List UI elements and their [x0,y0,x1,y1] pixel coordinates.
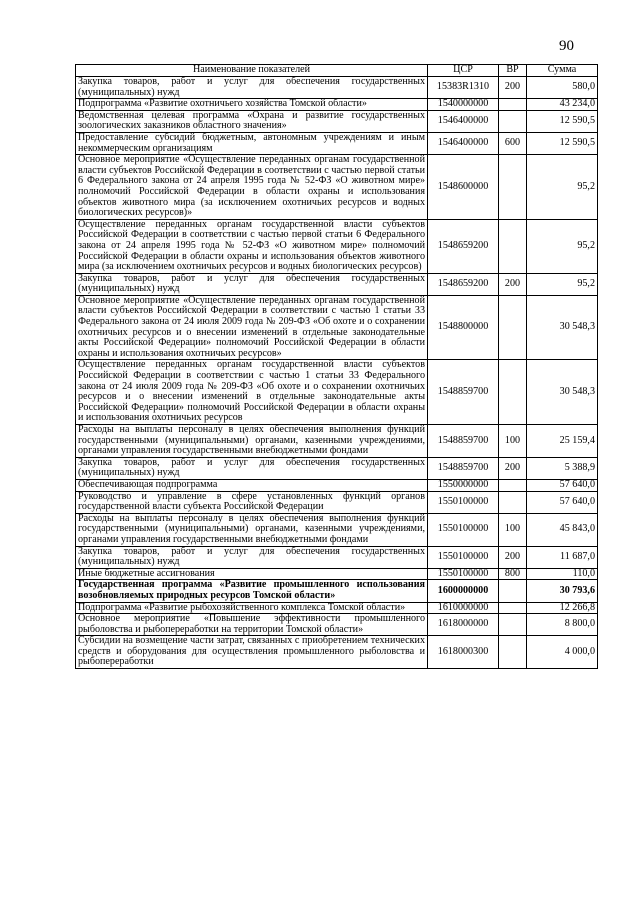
row-csr-cell: 1546400000 [428,132,499,154]
table-row [76,155,598,220]
row-csr-cell: 1550100000 [428,513,499,546]
row-name-cell: Государственная программа «Развитие промышленного использования возобновляемых природных ресурсов Томской области» [76,580,428,602]
header-vr: ВР [499,65,527,77]
row-vr-cell [499,360,527,425]
row-vr-cell [499,295,527,360]
row-sum-cell: 57 640,0 [527,479,598,491]
row-name-cell: Предоставление субсидий бюджетным, автономным учреждениям и иным некоммерческим организациям [76,132,428,154]
row-name-cell: Расходы на выплаты персоналу в целях обеспечения выполнения функций государственными (муниципальными) органами, казенными учреждениями, органами управления государственными внебюджетными фондами [76,425,428,458]
row-name-cell: Расходы на выплаты персоналу в целях обеспечения выполнения функций государственными (муниципальными) органами, казенными учреждениями, органами управления государственными внебюджетными фондами [76,513,428,546]
row-name-cell: Закупка товаров, работ и услуг для обеспечения государственных (муниципальных) нужд [76,457,428,479]
row-csr-cell: 1550100000 [428,568,499,580]
row-sum-cell: 57 640,0 [527,491,598,513]
row-sum-cell: 95,2 [527,219,598,273]
row-sum-cell: 5 388,9 [527,457,598,479]
row-csr-cell: 1548659200 [428,219,499,273]
row-vr-cell [499,110,527,132]
header-csr: ЦСР [428,65,499,77]
row-sum-cell: 30 548,3 [527,360,598,425]
row-csr-cell: 1600000000 [428,580,499,602]
row-sum-cell: 43 234,0 [527,99,598,111]
row-vr-cell: 600 [499,132,527,154]
table-row [76,132,598,154]
row-csr-cell: 1548800000 [428,295,499,360]
table-row [76,99,598,111]
row-csr-cell: 1550100000 [428,491,499,513]
row-name-cell: Основное мероприятие «Повышение эффективности промышленного рыболовства и рыбопереработки на территории Томской области» [76,614,428,636]
row-sum-cell: 12 590,5 [527,110,598,132]
row-csr-cell: 1548859700 [428,457,499,479]
row-name-cell: Субсидии на возмещение части затрат, связанных с приобретением технических средств и оборудования для осуществления промышленного рыболовства и рыбопереработки [76,636,428,669]
row-csr-cell: 1546400000 [428,110,499,132]
header-name: Наименование показателей [76,65,428,77]
row-name-cell: Закупка товаров, работ и услуг для обеспечения государственных (муниципальных) нужд [76,546,428,568]
row-csr-cell: 1548859700 [428,360,499,425]
row-sum-cell: 25 159,4 [527,425,598,458]
row-vr-cell [499,602,527,614]
table-row [76,568,598,580]
row-name-cell: Иные бюджетные ассигнования [76,568,428,580]
row-sum-cell: 8 800,0 [527,614,598,636]
row-sum-cell: 11 687,0 [527,546,598,568]
row-vr-cell: 200 [499,77,527,99]
row-name-cell: Руководство и управление в сфере установленных функций органов государственной власти субъекта Российской Федерации [76,491,428,513]
row-name-cell: Закупка товаров, работ и услуг для обеспечения государственных (муниципальных) нужд [76,77,428,99]
row-sum-cell: 30 793,6 [527,580,598,602]
row-vr-cell [499,479,527,491]
row-name-cell: Осуществление переданных органам государственной власти субъектов Российской Федерации в соответствии с частью 1 статьи 33 Федерального закона от 24 июля 2009 года № 209-ФЗ «Об охоте и о сохранении охотничьих ресурсов и о внесении изменений в отдельные законодательные акты Российской Федерации» полномочий Российской Федерации в области охраны и использования охотничьих ресурсов [76,360,428,425]
table-row [76,77,598,99]
row-sum-cell: 30 548,3 [527,295,598,360]
row-name-cell: Подпрограмма «Развитие охотничьего хозяйства Томской области» [76,99,428,111]
table-row [76,360,598,425]
row-vr-cell: 100 [499,425,527,458]
row-sum-cell: 12 266,8 [527,602,598,614]
row-csr-cell: 1548600000 [428,155,499,220]
table-header-row [76,65,598,77]
row-sum-cell: 45 843,0 [527,513,598,546]
row-sum-cell: 95,2 [527,273,598,295]
table-row [76,491,598,513]
row-vr-cell [499,580,527,602]
row-vr-cell [499,491,527,513]
row-sum-cell: 95,2 [527,155,598,220]
row-vr-cell: 100 [499,513,527,546]
row-csr-cell: 15383R1310 [428,77,499,99]
row-csr-cell: 1540000000 [428,99,499,111]
row-vr-cell [499,99,527,111]
row-csr-cell: 1548659200 [428,273,499,295]
row-name-cell: Осуществление переданных органам государственной власти субъектов Российской Федерации в соответствии с частью первой статьи 6 Федерального закона от 24 апреля 1995 года № 52-ФЗ «О животном мире» полномочий Российской Федерации в области охраны и использования объектов животного мира (за исключением охотничьих ресурсов и водных биологических ресурсов) [76,219,428,273]
row-sum-cell: 580,0 [527,77,598,99]
header-sum: Сумма [527,65,598,77]
table-row [76,273,598,295]
row-name-cell: Основное мероприятие «Осуществление переданных органам государственной власти субъектов Российской Федерации в соответствии с частью 1 статьи 33 Федерального закона от 24 июля 2009 года № 209-ФЗ «Об охоте и о сохранении охотничьих ресурсов и о внесении изменений в отдельные законодательные акты Российской Федерации» полномочий Российской Федерации в области охраны и использования охотничьих ресурсов» [76,295,428,360]
row-vr-cell [499,219,527,273]
row-name-cell: Обеспечивающая подпрограмма [76,479,428,491]
row-csr-cell: 1548859700 [428,425,499,458]
table-row [76,546,598,568]
row-vr-cell [499,155,527,220]
table-row [76,110,598,132]
row-vr-cell: 200 [499,273,527,295]
row-csr-cell: 1550000000 [428,479,499,491]
row-csr-cell: 1618000000 [428,614,499,636]
row-sum-cell: 4 000,0 [527,636,598,669]
table-row [76,580,598,602]
table-row [76,602,598,614]
table-row [76,295,598,360]
row-sum-cell: 110,0 [527,568,598,580]
row-name-cell: Закупка товаров, работ и услуг для обеспечения государственных (муниципальных) нужд [76,273,428,295]
table-row [76,219,598,273]
row-csr-cell: 1610000000 [428,602,499,614]
budget-table [75,64,598,669]
row-sum-cell: 12 590,5 [527,132,598,154]
table-row [76,513,598,546]
table-row [76,614,598,636]
row-vr-cell [499,636,527,669]
row-vr-cell: 200 [499,457,527,479]
row-vr-cell: 200 [499,546,527,568]
table-row [76,425,598,458]
row-name-cell: Основное мероприятие «Осуществление переданных органам государственной власти субъектов Российской Федерации в соответствии с частью первой статьи 6 Федерального закона от 24 апреля 1995 года № 52-ФЗ «О животном мире» полномочий Российской Федерации в области охраны и использования объектов животного мира (за исключением охотничьих ресурсов и водных биологических ресурсов)» [76,155,428,220]
row-vr-cell [499,614,527,636]
row-csr-cell: 1618000300 [428,636,499,669]
table-row [76,479,598,491]
row-name-cell: Подпрограмма «Развитие рыбохозяйственного комплекса Томской области» [76,602,428,614]
row-vr-cell: 800 [499,568,527,580]
table-row [76,636,598,669]
row-csr-cell: 1550100000 [428,546,499,568]
table-row [76,457,598,479]
row-name-cell: Ведомственная целевая программа «Охрана и развитие государственных зоологических заказников областного значения» [76,110,428,132]
page-number: 90 [559,38,574,54]
